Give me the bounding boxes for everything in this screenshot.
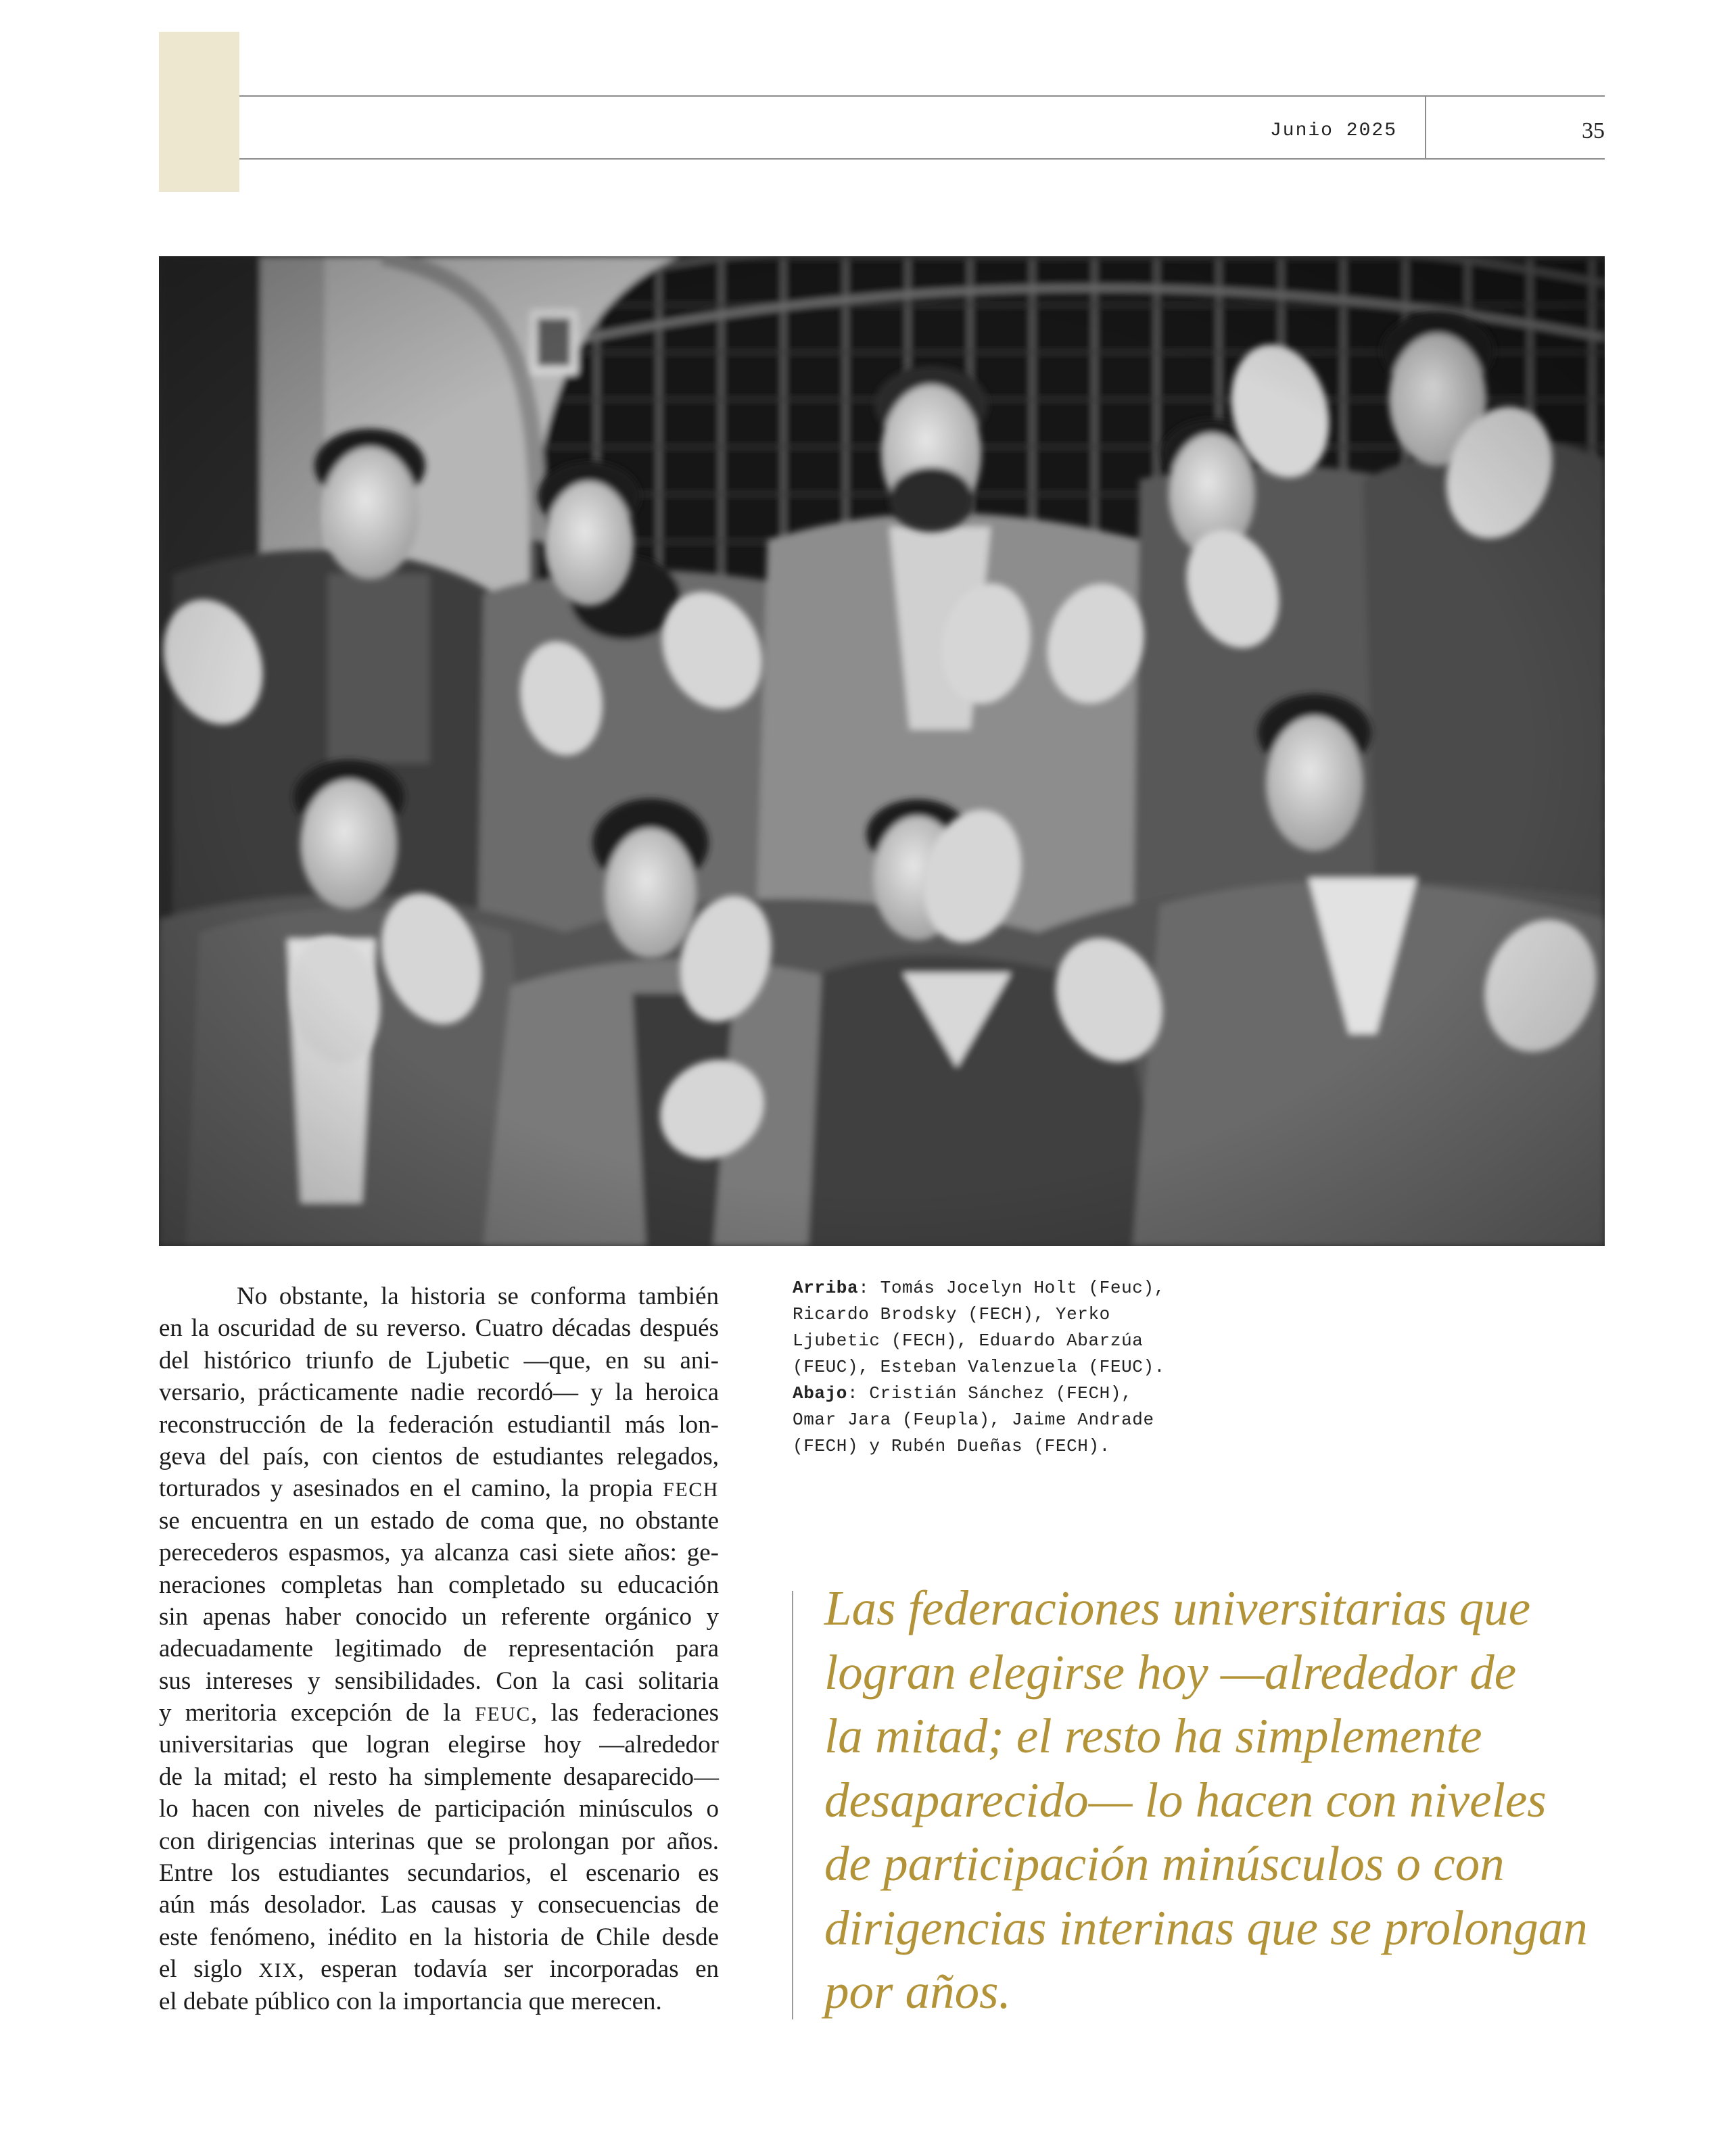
issue-date: Junio 2025 (1269, 120, 1397, 141)
caption-label: Arriba (793, 1278, 859, 1298)
pull-quote (824, 1577, 1636, 2024)
body-line (159, 1697, 719, 1729)
caption-line (793, 1381, 1266, 1407)
pull-quote-line (824, 1896, 1636, 1961)
text-run: aún más desolador. Las causas y consecuencias de (159, 1891, 719, 1919)
text-run: : Cristián Sánchez (FECH), (847, 1383, 1133, 1404)
photo-vignette (159, 256, 1605, 1246)
text-run: y meritoria excepción de la (159, 1699, 475, 1727)
pull-quote-line (824, 1960, 1636, 2024)
body-line (159, 1633, 719, 1664)
text-run: Las federaciones universitarias que (824, 1581, 1531, 1635)
acronym: FEUC (475, 1704, 532, 1726)
text-run: No obstante, la historia se conforma también (237, 1283, 719, 1310)
pull-quote-line (824, 1832, 1636, 1896)
text-run: (FEUC), Esteban Valenzuela (FEUC). (793, 1357, 1165, 1377)
photo-illustration (159, 256, 1605, 1246)
pull-quote-line (824, 1769, 1636, 1833)
caption-line (793, 1301, 1266, 1328)
pull-quote-line (824, 1641, 1636, 1705)
header-top-rule (239, 95, 1605, 97)
body-line (159, 1665, 719, 1697)
body-line (159, 1921, 719, 1953)
pull-quote-line (824, 1577, 1636, 1641)
text-run: : Tomás Jocelyn Holt (Feuc), (858, 1278, 1165, 1298)
caption-label: Abajo (793, 1383, 848, 1404)
text-run: versario, prácticamente nadie recordó— y la heroica (159, 1379, 719, 1407)
text-run: de la mitad; el resto ha simplemente desaparecido— (159, 1763, 719, 1791)
article-body (159, 1280, 719, 2017)
pull-quote-rule (792, 1591, 793, 2019)
text-run: el debate público con la importancia que merecen. (159, 1987, 662, 2015)
text-run: , esperan todavía ser incorporadas en (298, 1955, 719, 1984)
text-run: sin apenas haber conocido un referente orgánico y (159, 1602, 719, 1631)
text-run: (FECH) y Rubén Dueñas (FECH). (793, 1436, 1110, 1456)
text-run: geva del país, con cientos de estudiantes relegados, (159, 1442, 719, 1470)
body-line (159, 1537, 719, 1568)
caption-line (793, 1407, 1266, 1433)
text-run: lo hacen con niveles de participación minúsculos o (159, 1795, 719, 1823)
text-run: desaparecido— lo hacen con niveles (824, 1772, 1547, 1827)
text-run: logran elegirse hoy —alrededor de (824, 1644, 1517, 1700)
body-line (159, 1345, 719, 1376)
body-line (159, 1889, 719, 1921)
photo-caption (793, 1275, 1266, 1460)
text-run: Omar Jara (Feupla), Jaime Andrade (793, 1410, 1154, 1430)
body-line (159, 1312, 719, 1344)
text-run: sus intereses y sensibilidades. Con la casi solitaria (159, 1667, 719, 1695)
text-run: el siglo (159, 1955, 259, 1984)
caption-line (793, 1275, 1266, 1301)
text-run: Ljubetic (FECH), Eduardo Abarzúa (793, 1331, 1144, 1351)
header-bottom-rule (239, 158, 1605, 160)
text-run: neraciones completas han completado su educación (159, 1571, 719, 1599)
body-line (159, 1280, 719, 1312)
text-run: Ricardo Brodsky (FECH), Yerko (793, 1304, 1110, 1324)
text-run: se encuentra en un estado de coma que, no obstante (159, 1506, 719, 1535)
caption-line (793, 1354, 1266, 1381)
header-divider (1425, 95, 1426, 160)
acronym: XIX (258, 1960, 298, 1982)
text-run: perecederos espasmos, ya alcanza casi siete años: ge- (159, 1539, 719, 1567)
page-number: 35 (1582, 118, 1605, 143)
text-run: adecuadamente legitimado de representación para (159, 1635, 719, 1663)
body-line (159, 1569, 719, 1601)
body-line (159, 1793, 719, 1825)
text-run: Entre los estudiantes secundarios, el escenario es (159, 1859, 719, 1888)
caption-line (793, 1433, 1266, 1460)
text-run: la mitad; el resto ha simplemente (824, 1708, 1482, 1763)
body-line (159, 1729, 719, 1760)
pull-quote-line (824, 1704, 1636, 1769)
text-run: este fenómeno, inédito en la historia de Chile desde (159, 1923, 719, 1951)
text-run: reconstrucción de la federación estudiantil más lon- (159, 1410, 719, 1439)
text-run: torturados y asesinados en el camino, la propia (159, 1475, 663, 1503)
body-line (159, 1825, 719, 1857)
body-line (159, 1953, 719, 1985)
text-run: universitarias que logran elegirse hoy —alrededor (159, 1731, 719, 1759)
section-tab (159, 32, 239, 192)
caption-line (793, 1328, 1266, 1354)
body-line (159, 1376, 719, 1408)
text-run: por años. (824, 1964, 1011, 2019)
body-line (159, 1761, 719, 1793)
acronym: FECH (663, 1479, 719, 1502)
text-run: dirigencias interinas que se prolongan (824, 1900, 1588, 1955)
body-line (159, 1441, 719, 1472)
text-run: de participación minúsculos o con (824, 1836, 1505, 1891)
text-run: en la oscuridad de su reverso. Cuatro décadas después (159, 1314, 719, 1343)
body-line (159, 1601, 719, 1633)
text-run: del histórico triunfo de Ljubetic —que, en su ani- (159, 1346, 719, 1374)
body-line (159, 1409, 719, 1441)
body-line (159, 1857, 719, 1889)
body-line (159, 1505, 719, 1537)
text-run: , las federaciones (531, 1699, 719, 1727)
body-line (159, 1472, 719, 1504)
group-photo (159, 256, 1605, 1246)
body-line (159, 1986, 719, 2017)
text-run: con dirigencias interinas que se prolongan por años. (159, 1827, 719, 1855)
